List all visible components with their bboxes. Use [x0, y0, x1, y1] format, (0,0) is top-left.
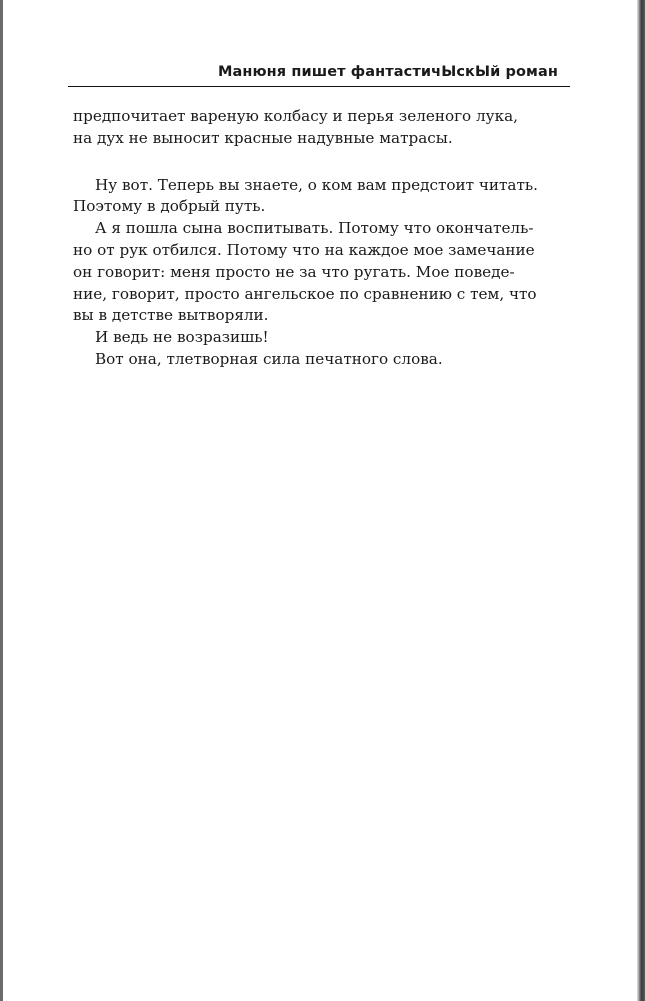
- text-line: ние, говорит, просто ангельское по сравнению с тем, что: [73, 284, 537, 303]
- text-line: он говорит: меня просто не за что ругать. Мое поведе-: [73, 262, 515, 281]
- running-header: [68, 60, 570, 87]
- text-line: Поэтому в добрый путь.: [73, 197, 266, 216]
- text-line: А я пошла сына воспитывать. Потому что окончатель-: [95, 219, 534, 238]
- text-line: Ну вот. Теперь вы знаете, о ком вам предстоит читать.: [95, 175, 538, 194]
- text-line: на дух не выносит красные надувные матрасы.: [73, 128, 453, 147]
- text-line: И ведь не возразишь!: [95, 328, 269, 347]
- text-line: Вот она, тлетворная сила печатного слова.: [95, 349, 443, 368]
- body-text: [73, 106, 567, 371]
- text-line: предпочитает вареную колбасу и перья зеленого лука,: [73, 107, 518, 125]
- text-line: но от рук отбился. Потому что на каждое мое замечание: [73, 240, 535, 259]
- text-line: вы в детстве вытворяли.: [73, 306, 269, 325]
- page-left-edge: [0, 0, 3, 1001]
- page-right-edge: [637, 0, 645, 1001]
- running-header-title: Манюня пишет фантастичЫскЫй роман: [217, 64, 558, 80]
- paragraph-gap: [73, 150, 567, 175]
